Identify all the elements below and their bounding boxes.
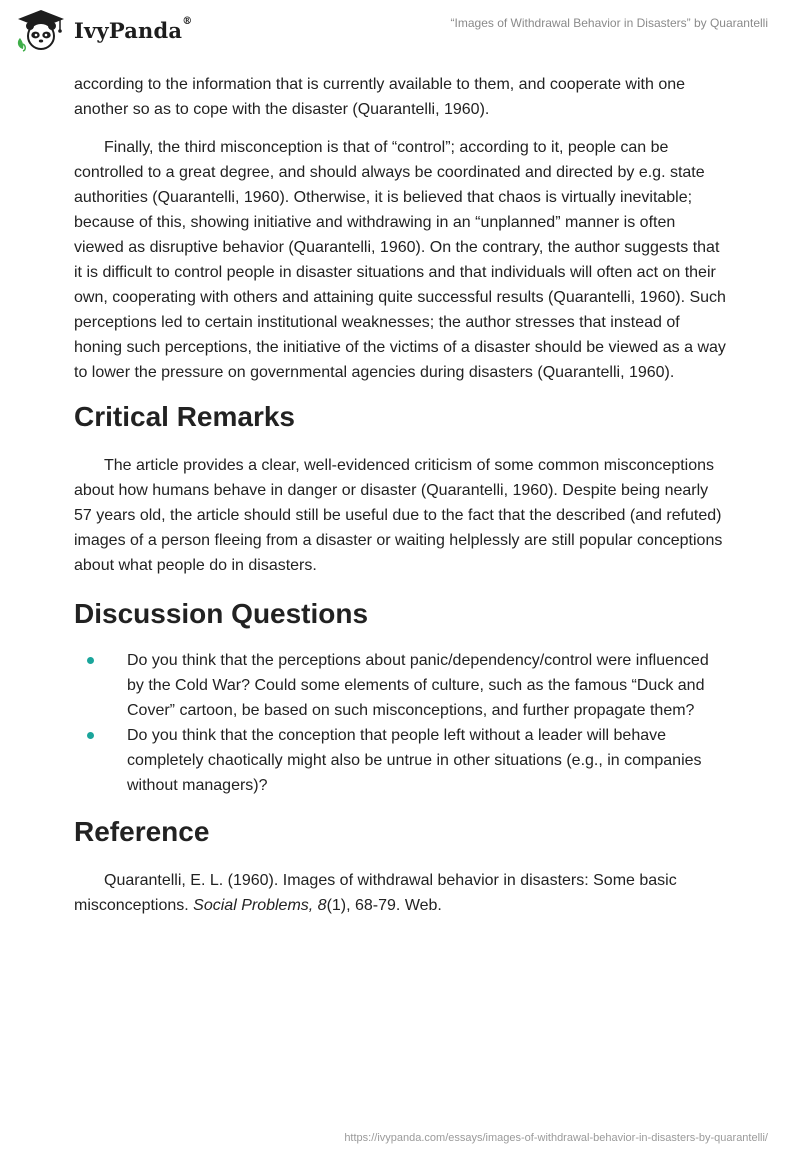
heading-discussion-questions: Discussion Questions <box>74 598 369 629</box>
critical-remarks-paragraph: The article provides a clear, well-evidenced criticism of some common misconceptions about how humans behave in danger or disaster (Quarantelli, 1960). Despite being nearly 57 years old, the article should still be useful due to the fact that the described (and refuted) images of a person fleeing from a disaster or waiting helplessly are still popular conceptions about what people do in disasters. <box>74 457 723 574</box>
reference-entry <box>74 868 726 918</box>
reference-journal: Social Problems, 8 <box>193 897 327 914</box>
document-title: “Images of Withdrawal Behavior in Disasters” by Quarantelli <box>450 16 768 30</box>
logo-wordmark <box>74 15 193 43</box>
reference-text-after: (1), 68-79. Web. <box>326 897 442 914</box>
list-item <box>74 723 726 798</box>
heading-reference: Reference <box>74 816 210 847</box>
bullet-icon <box>87 732 94 739</box>
bullet-icon <box>87 657 94 664</box>
logo-name: IvyPanda <box>74 17 183 43</box>
discussion-question-1: Do you think that the perceptions about panic/dependency/control were influenced by the Cold War? Could some elements of culture, such as the famous “Duck and Cover” cartoon, be based on such misconceptions, and further propagate them? <box>127 652 709 719</box>
ivypanda-logo[interactable] <box>14 8 192 52</box>
panda-graduate-icon <box>14 8 68 52</box>
footer-url[interactable]: https://ivypanda.com/essays/images-of-withdrawal-behavior-in-disasters-by-quarantelli/ <box>344 1132 768 1144</box>
reference-text-before: Quarantelli, E. L. (1960). Images of withdrawal behavior in disasters: Some basic misconceptions. <box>74 872 677 914</box>
discussion-question-2: Do you think that the conception that people left without a leader will behave completely chaotically might also be untrue in other situations (e.g., in companies without managers)? <box>127 727 702 794</box>
registered-mark: ® <box>182 15 193 27</box>
page-header <box>0 0 800 70</box>
body-paragraph-control: Finally, the third misconception is that of “control”; according to it, people can be controlled to a great degree, and should always be coordinated and directed by e.g. state authorities (Quarantelli, 1960). Otherwise, it is believed that chaos is virtually inevitable; because of this, showing initiative and withdrawing in an “unplanned” manner is often viewed as disruptive behavior (Quarantelli, 1960). On the contrary, the author suggests that it is difficult to control people in disaster situations and that individuals will often act on their own, cooperating with others and attaining quite successful results (Quarantelli, 1960). Such perceptions led to certain institutional weaknesses; the author stresses that instead of honing such perceptions, the initiative of the victims of a disaster should be viewed as a way to lower the pressure on governmental agencies during disasters (Quarantelli, 1960). <box>74 139 726 381</box>
list-item <box>74 648 726 723</box>
heading-critical-remarks: Critical Remarks <box>74 401 296 432</box>
discussion-list <box>74 648 726 798</box>
body-paragraph-continued: according to the information that is currently available to them, and cooperate with one another so as to cope with the disaster (Quarantelli, 1960). <box>74 76 686 118</box>
essay-content <box>74 72 726 918</box>
